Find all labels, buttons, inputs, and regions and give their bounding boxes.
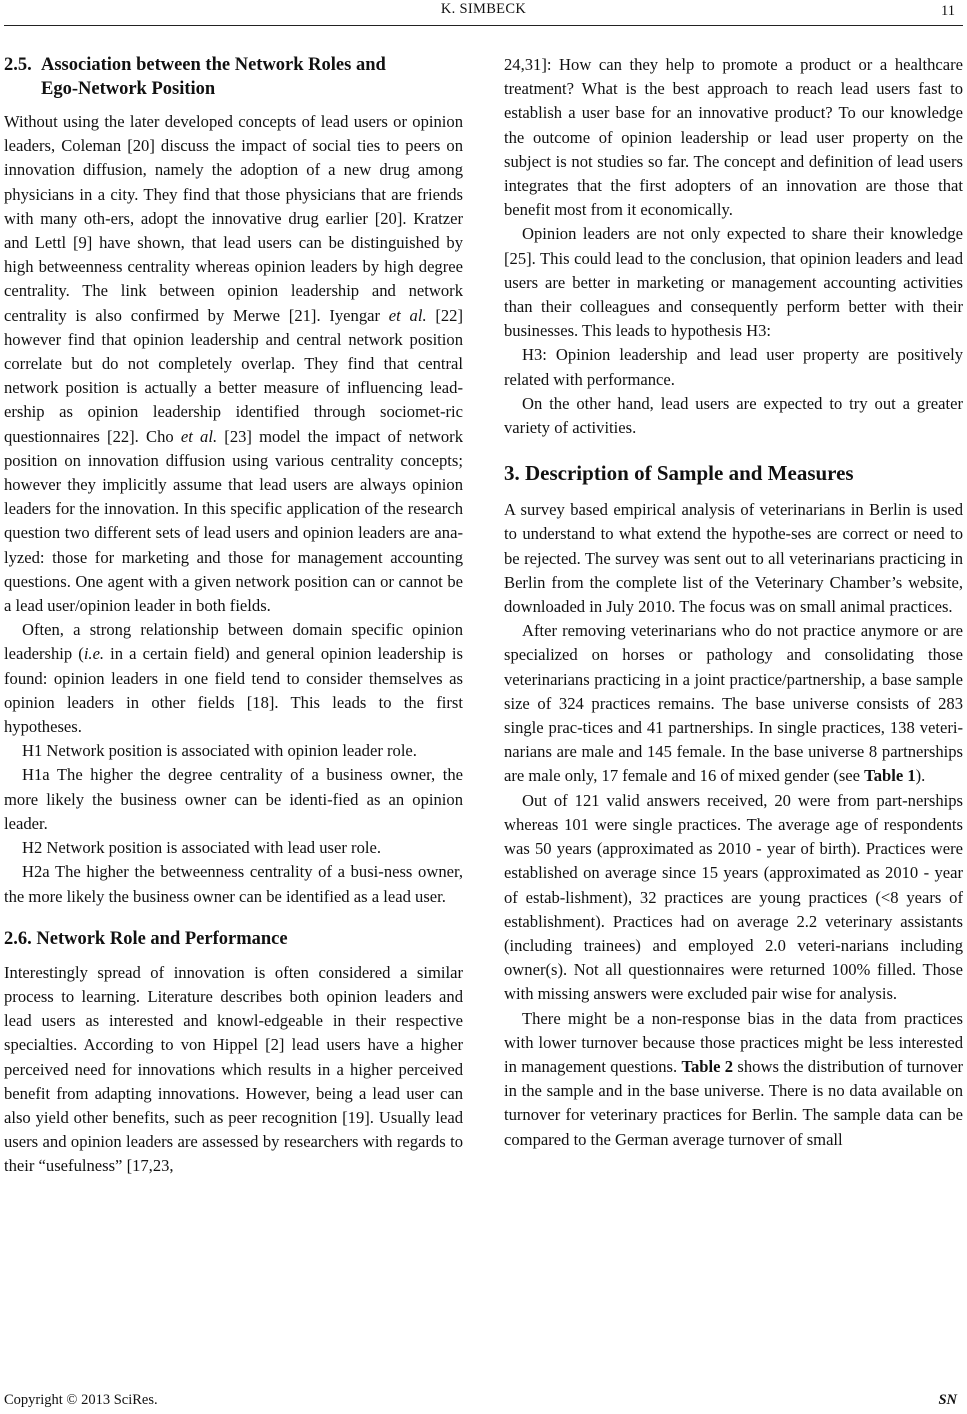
text: ). [915,766,926,786]
left-column [4,53,463,1179]
hypothesis-h2a: H2a The higher the betweenness centrality of a busi-ness owner, the more likely the business owner can be identified as a lead user. [4,862,463,906]
paragraph [504,619,963,788]
table-reference: Table 2 [681,1056,734,1076]
text: Without using the later developed concepts of lead users or opinion leaders, Coleman [20] discuss the impact of social ties to peers on innovation diffusion, namely the adoption of a new drug among physicians in a city. They find that those physicians that are friends with many oth-ers, adopt the innovative drug earlier [20]. Kratzer and Lettl [9] have shown, that lead users can be distinguished by high betweenness centrality whereas opinion leaders by high degree centrality. The link between opinion leadership and network centrality is also confirmed by Merwe [21]. Iyengar [4,112,463,325]
section-title-line2: Ego-Network Position [41,79,216,99]
paragraph-continued: 24,31]: How can they help to promote a product or a healthcare treatment? What is the best approach to reach lead users fast to establish a user base for an innovative product? To our knowledge the outcome of opinion leadership or lead user property on the subject is not studies so far. The concept and definition of lead users integrates that the first adopters of an innovation are those that benefit most from it economically. [504,55,963,220]
italic-text: et al. [180,426,218,446]
section-2-6-heading: 2.6. Network Role and Performance [4,928,288,949]
italic-text: et al. [388,305,427,325]
italic-text: i.e. [83,644,105,664]
hypothesis-h3: H3: Opinion leadership and lead user property are positively related with performance. [504,345,963,389]
section-number: 2.5. [4,55,32,75]
section-3-heading: 3. Description of Sample and Measures [504,461,854,486]
running-head-author: K. SIMBECK [440,1,527,17]
paragraph: A survey based empirical analysis of veterinarians in Berlin is used to understand to what extend the hypothe-ses are correct or need to be rejected. The survey was sent out to all veterinarians practicing in Berlin from the complete list of the Veterinary Chamber’s website, downloaded in July 2010. The focus was on small animal practices. [504,500,963,617]
journal-abbreviation: SN [938,1392,957,1408]
right-column [504,53,963,1152]
text: Often, a strong relationship between domain specific opinion leadership ( [4,620,463,664]
text: There might be a non-response bias in the data from practices with lower turnover because those practices might be less interested in management questions. [504,1008,963,1076]
text: [22] however find that opinion leadership and central network position correlate but do not completely overlap. They find that central network position is actually a better measure of influencing lead-ership as opinion leadership identified through sociomet-ric questionnaires [22]. Cho [4,305,464,446]
paragraph: Opinion leaders are not only expected to share their knowledge [25]. This could lead to the conclusion, that opinion leaders and lead users are better in marketing or management accounting activities than their colleagues and consequently perform better with their businesses. This leads to hypothesis H3: [504,224,963,341]
text: [23] model the impact of network position on innovation diffusion using various centrality concepts; however they implicitly assume that lead users are always opinion leaders for the innovation. In this specific application of the research question two different sets of lead users and opinion leaders are ana-lyzed: those for marketing and those for management accounting questions. One agent with a given network position can or cannot be a lead user/opinion leader in both fields. [4,426,463,616]
hypothesis-h1: H1 Network position is associated with opinion leader role. [22,741,417,761]
section-2-5-heading [4,53,463,101]
page-number: 11 [941,3,955,19]
paragraph [504,1007,963,1152]
text: in a certain field) and general opinion leadership is found: opinion leaders in one field tend to consider themselves as opinion leaders in other fields [18]. This leads to the first hypotheses. [4,644,463,737]
hypothesis-h1a: H1a The higher the degree centrality of a business owner, the more likely the business owner can be identi-fied as an opinion leader. [4,765,463,833]
section-title-line1: Association between the Network Roles and [41,55,386,75]
page-footer [0,1390,967,1414]
paragraph: Interestingly spread of innovation is often considered a similar process to learning. Literature describes both opinion leaders and lead users as interested and knowl-edgeable in their respective specialties. According to von Hippel [2] lead users have a higher perceived need for innovations which results in a higher perceived benefit from adapting innovations. However, being a lead user can also yield other benefits, such as peer recognition [19]. Usually lead users and opinion leaders are assessed by researchers with regards to their “usefulness” [17,23, [4,962,463,1176]
paragraph: Out of 121 valid answers received, 20 were from part-nerships whereas 101 were single practices. The average age of respondents was 50 years (approximated as 2010 - year of birth). Practices were established on average since 15 years (approximated as 2010 - year of estab-lishment), 32 practices are young practices (<8 years of establishment). Practices had on average 2.2 veterinary assistants (including trainees) and employed 2.0 veteri-narians including owner(s). Not all questionnaires were returned 100% filled. Those with missing answers were excluded pair wise for analysis. [504,790,963,1004]
table-reference: Table 1 [864,766,916,786]
header-rule [4,25,963,26]
page-header [0,0,967,30]
text: After removing veterinarians who do not practice anymore or are specialized on horses or pathology and consolidating those veterinarians practicing in a joint practice/partnership, a base sample size of 324 practices remains. The base universe consists of 283 single prac-tices and 41 partnerships. In single practices, 138 veteri-narians are male and 145 female. In the base universe 8 partnerships are male only, 17 female and 16 of mixed gender (see [504,621,963,786]
hypothesis-h2: H2 Network position is associated with lead user role. [22,838,381,858]
copyright-notice: Copyright © 2013 SciRes. [4,1392,158,1408]
paragraph [4,618,463,739]
paragraph: On the other hand, lead users are expected to try out a greater variety of activities. [504,393,963,438]
text: shows the distribution of turnover in the sample and in the base universe. There is no data available on turnover for veterinary practices for Berlin. The sample data can be compared to the German average turnover of small [504,1056,963,1149]
paragraph [4,110,463,618]
